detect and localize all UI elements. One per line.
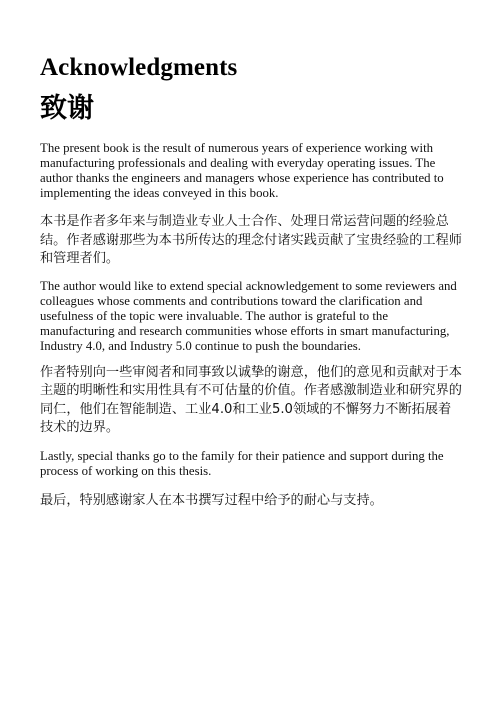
acknowledgment-paragraph-en-1: The present book is the result of numerous years of experience working with manufacturing professionals and dealing with everyday operating issues. The author thanks the engineers and managers whose experience has contributed to implementing the ideas conveyed in this book. <box>40 141 444 200</box>
page-title: Acknowledgments <box>40 54 238 81</box>
acknowledgment-paragraph-zh-1: 本书是作者多年来与制造业专业人士合作、处理日常运营问题的经验总结。作者感谢那些为本书所传达的理念付诸实践贡献了宝贵经验的工程师和管理者们。 <box>40 214 462 266</box>
acknowledgment-paragraph-en-3: Lastly, special thanks go to the family for their patience and support during the process of working on this thesis. <box>40 448 444 478</box>
document-content <box>40 52 464 510</box>
acknowledgment-paragraph-zh-3: 最后，特别感谢家人在本书撰写过程中给予的耐心与支持。 <box>40 492 383 508</box>
page-title-chinese: 致谢 <box>40 93 94 124</box>
acknowledgment-paragraph-zh-2: 作者特别向一些审阅者和同事致以诚挚的谢意，他们的意见和贡献对于本主题的明晰性和实用性具有不可估量的价值。作者感激制造业和研究界的同仁，他们在智能制造、工业4.0和工业5.0领域的不懈努力不断拓展着技术的边界。 <box>40 364 462 435</box>
acknowledgment-paragraph-en-2: The author would like to extend special acknowledgement to some reviewers and colleagues whose comments and contributions toward the clarification and usefulness of the topic were invaluable. The author is grateful to the manufacturing and research communities whose efforts in smart manufacturing, Industry 4.0, and Industry 5.0 continue to push the boundaries. <box>40 278 457 353</box>
